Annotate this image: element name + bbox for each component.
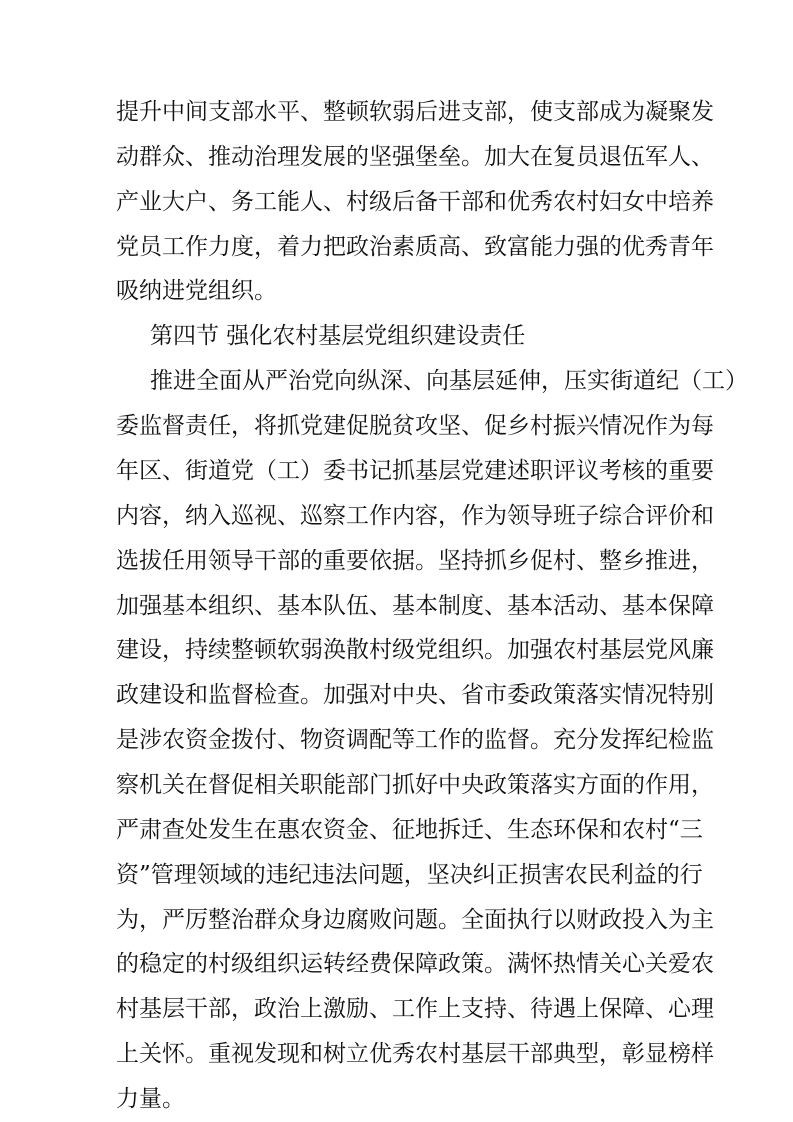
paragraph-2-line-2: 委监督责任，将抓党建促脱贫攻坚、促乡村振兴情况作为每 bbox=[116, 413, 714, 439]
paragraph-1-line-3: 产业大户、务工能人、村级后备干部和优秀农村妇女中培养 bbox=[116, 189, 714, 215]
paragraph-2-line-11: 严肃查处发生在惠农资金、征地拆迁、生态环保和农村“三 bbox=[116, 817, 703, 843]
paragraph-1-line-5: 吸纳进党组织。 bbox=[116, 278, 277, 304]
paragraph-2-line-17: 力量。 bbox=[116, 1086, 185, 1112]
paragraph-2-line-4: 内容，纳入巡视、巡察工作内容，作为领导班子综合评价和 bbox=[116, 503, 714, 529]
paragraph-2-line-6: 加强基本组织、基本队伍、基本制度、基本活动、基本保障 bbox=[116, 593, 714, 619]
paragraph-2-line-1: 推进全面从严治党向纵深、向基层延伸，压实街道纪（工） bbox=[150, 368, 748, 394]
paragraph-2-line-3: 年区、街道党（工）委书记抓基层党建述职评议考核的重要 bbox=[116, 458, 714, 484]
paragraph-2-line-16: 上关怀。重视发现和树立优秀农村基层干部典型，彰显榜样 bbox=[116, 1041, 714, 1067]
paragraph-1-line-4: 党员工作力度，着力把政治素质高、致富能力强的优秀青年 bbox=[116, 234, 714, 260]
paragraph-2-line-12: 资”管理领域的违纪违法问题，坚决纠正损害农民利益的行 bbox=[116, 862, 703, 888]
paragraph-2-line-13: 为，严厉整治群众身边腐败问题。全面执行以财政投入为主 bbox=[116, 907, 714, 933]
paragraph-2-line-7: 建设，持续整顿软弱涣散村级党组织。加强农村基层党风廉 bbox=[116, 637, 714, 663]
paragraph-2-line-9: 是涉农资金拨付、物资调配等工作的监督。充分发挥纪检监 bbox=[116, 727, 714, 753]
paragraph-2-line-15: 村基层干部，政治上激励、工作上支持、待遇上保障、心理 bbox=[116, 996, 714, 1022]
section-heading: 第四节 强化农村基层党组织建设责任 bbox=[150, 323, 526, 349]
paragraph-2-line-8: 政建设和监督检查。加强对中央、省市委政策落实情况特别 bbox=[116, 682, 714, 708]
paragraph-2-line-5: 选拔任用领导干部的重要依据。坚持抓乡促村、整乡推进， bbox=[116, 548, 714, 574]
paragraph-2-line-14: 的稳定的村级组织运转经费保障政策。满怀热情关心关爱农 bbox=[116, 951, 714, 977]
paragraph-1-line-2: 动群众、推动治理发展的坚强堡垒。加大在复员退伍军人、 bbox=[116, 144, 714, 170]
paragraph-2-line-10: 察机关在督促相关职能部门抓好中央政策落实方面的作用， bbox=[116, 772, 714, 798]
paragraph-1-line-1: 提升中间支部水平、整顿软弱后进支部，使支部成为凝聚发 bbox=[116, 99, 714, 125]
